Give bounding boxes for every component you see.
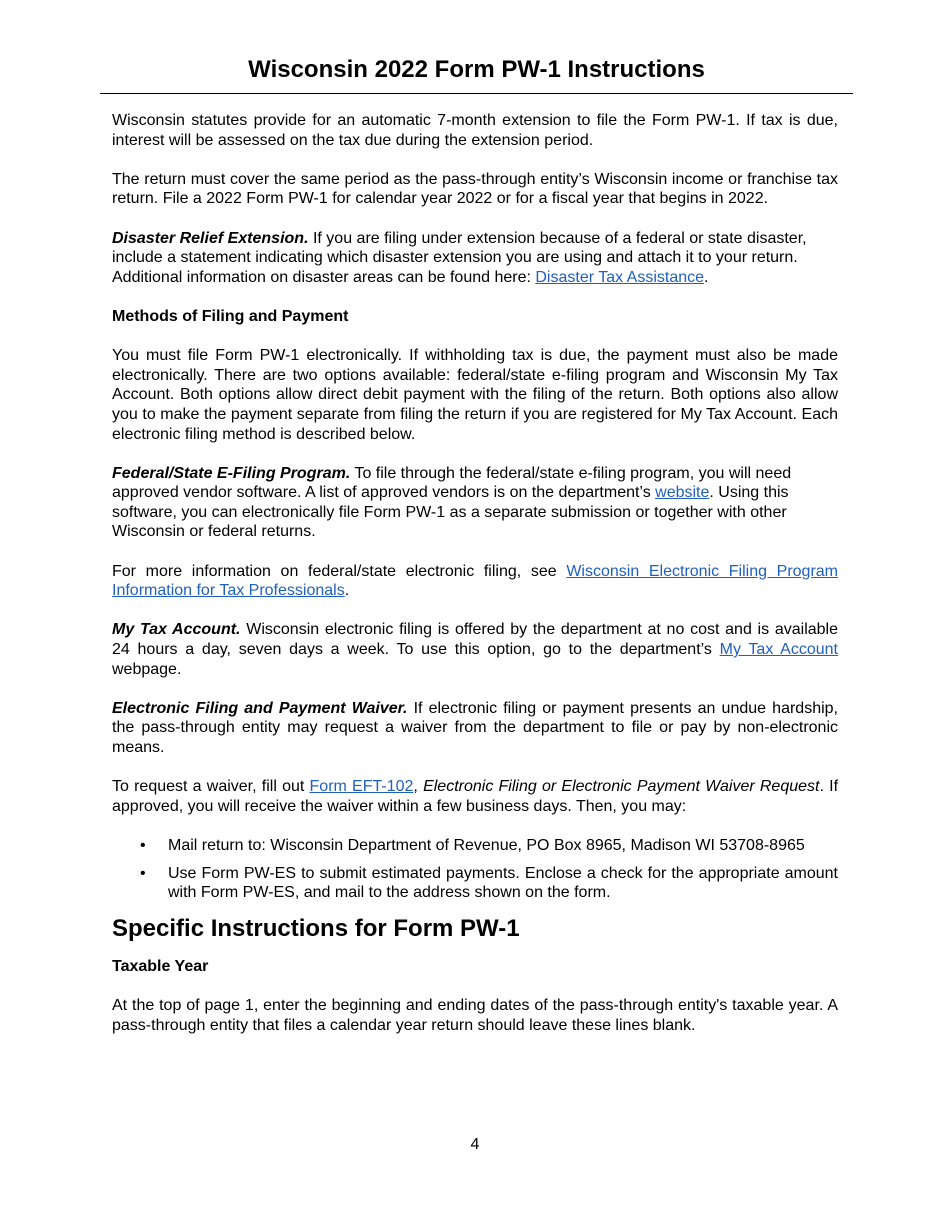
list-item-text: Mail return to: Wisconsin Department of Revenue, PO Box 8965, Madison WI 53708-8965: [168, 836, 805, 854]
efile-text: To file through the federal/state e-filing program, you will need approved vendor software. A list of approved vendors is on the department’s: [112, 464, 792, 502]
title-divider: [100, 93, 853, 94]
more-info-text: For more information on federal/state electronic filing, see: [112, 562, 567, 580]
my-tax-account-paragraph: [112, 620, 838, 679]
request-tail: . If approved, you will receive the waiver within a few business days. Then, you may:: [112, 778, 839, 815]
my-tax-account-text: Wisconsin electronic filing is offered by the department at no cost and is available 24 hours a day, seven days a week. To use this option, go to the department’s: [112, 621, 838, 659]
my-tax-account-link[interactable]: My Tax Account: [719, 641, 838, 659]
request-waiver-paragraph: [112, 777, 838, 816]
bullet-icon: •: [140, 836, 146, 854]
intro-paragraph-1: Wisconsin statutes provide for an automatic 7-month extension to file the Form PW-1. If tax is due, interest will be assessed on the tax due during the extension period.: [112, 112, 838, 149]
document-body: [112, 111, 838, 1055]
request-text: To request a waiver, fill out: [112, 778, 310, 796]
my-tax-account-tail: webpage.: [112, 660, 182, 678]
disaster-relief-lead: Disaster Relief Extension.: [112, 229, 309, 247]
waiver-text: If electronic filing or payment presents an undue hardship, the pass-through entity may request a waiver from the department to file or pay by non-electronic means.: [112, 699, 838, 756]
efile-lead: Federal/State E-Filing Program.: [112, 464, 351, 482]
more-info-paragraph: [112, 562, 838, 601]
request-comma: ,: [413, 778, 424, 796]
waiver-form-title: Electronic Filing or Electronic Payment Waiver Request: [423, 778, 820, 796]
more-info-tail: .: [344, 582, 350, 600]
methods-heading: Methods of Filing and Payment: [112, 307, 349, 325]
page-number: 4: [470, 1136, 480, 1153]
list-item-text: Use Form PW-ES to submit estimated payments. Enclose a check for the appropriate amount with Form PW-ES, and mail to the address shown on the form.: [168, 864, 838, 902]
efile-paragraph: [112, 464, 838, 542]
waiver-lead: Electronic Filing and Payment Waiver.: [112, 699, 408, 717]
methods-paragraph: You must file Form PW-1 electronically. If withholding tax is due, the payment must also be made electronically. There are two options available: federal/state e-filing program and Wisconsin My Tax Account. Both options allow direct debit payment with the filing of the return. Both options also allow you to make the payment separate from filing the return if you are registered for My Tax Account. Each electronic filing method is described below.: [112, 347, 838, 443]
disaster-tax-assistance-link[interactable]: Disaster Tax Assistance: [535, 268, 705, 286]
disaster-relief-paragraph: [112, 229, 838, 288]
taxable-year-paragraph: At the top of page 1, enter the beginning and ending dates of the pass-through entity's taxable year. A pass-through entity that files a calendar year return should leave these lines blank.: [112, 996, 838, 1034]
page-title: Wisconsin 2022 Form PW-1 Instructions: [248, 56, 705, 83]
disaster-relief-text: If you are filing under extension because of a federal or state disaster, include a statement indicating which disaster extension you are using and attach it to your return. Additional information on disaster areas can be found here:: [112, 229, 807, 286]
options-list: [112, 836, 838, 903]
disaster-relief-tail: .: [704, 268, 709, 286]
list-item: [112, 864, 838, 903]
list-item: [112, 836, 838, 856]
intro-paragraph-2: The return must cover the same period as the pass-through entity’s Wisconsin income or franchise tax return. File a 2022 Form PW-1 for calendar year 2022 or for a fiscal year that begins in 2022.: [112, 170, 838, 208]
my-tax-account-lead: My Tax Account.: [112, 621, 241, 639]
taxable-year-heading: Taxable Year: [112, 957, 209, 975]
waiver-paragraph: [112, 699, 838, 758]
efile-program-info-link[interactable]: Wisconsin Electronic Filing Program Information for Tax Professionals: [112, 562, 839, 600]
efile-tail: . Using this software, you can electronically file Form PW-1 as a separate submission or together with other Wisconsin or federal returns.: [112, 484, 789, 541]
approved-vendors-website-link[interactable]: website: [655, 484, 710, 502]
specific-instructions-heading: Specific Instructions for Form PW-1: [112, 914, 520, 942]
form-eft-102-link[interactable]: Form EFT-102: [309, 778, 414, 796]
bullet-icon: •: [140, 864, 146, 882]
